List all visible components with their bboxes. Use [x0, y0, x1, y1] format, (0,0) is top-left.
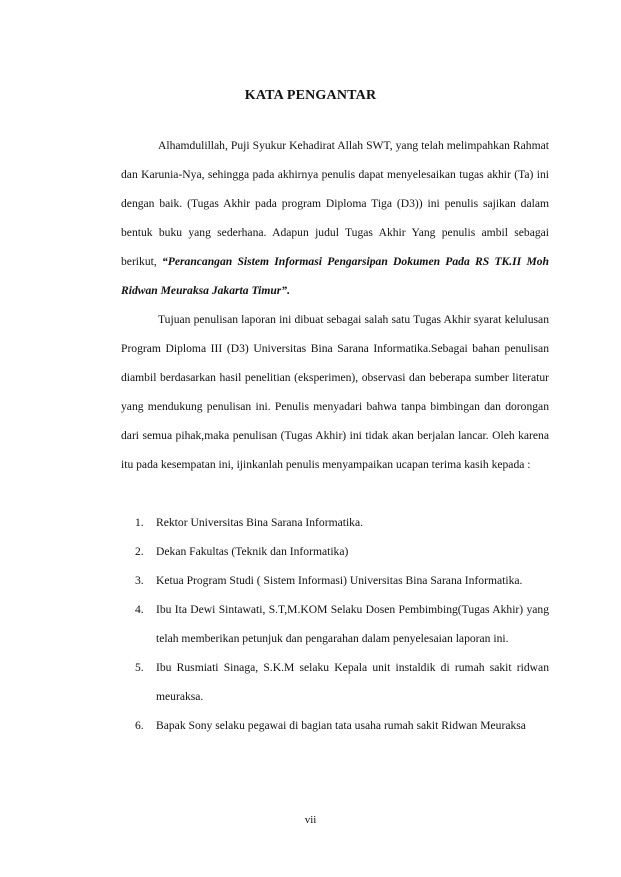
thesis-title-end: .: [287, 284, 291, 297]
paragraph-purpose-text: Tujuan penulisan laporan ini dibuat sebagai salah satu Tugas Akhir syarat kelulusan Program Diploma III (D3) Universitas Bina Sarana Informatika.Sebagai bahan penulisan diambil berdasarkan hasil penelitian (eksperimen), observasi dan beberapa sumber literatur yang mendukung penulisan ini. Penulis menyadari bahwa tanpa bimbingan dan dorongan dari semua pihak,maka penulisan (Tugas Akhir) ini tidak akan berjalan lancar. Oleh karena itu pada kesempatan ini, ijinkanlah penulis menyampaikan ucapan terima kasih kepada :: [121, 313, 549, 471]
page-title: KATA PENGANTAR: [244, 88, 377, 103]
list-item: [121, 711, 549, 740]
list-item: [121, 653, 549, 711]
list-item-text: Ibu Ita Dewi Sintawati, S.T,M.KOM Selaku Dosen Pembimbing(Tugas Akhir) yang telah memberikan petunjuk dan pengarahan dalam penyelesaian laporan ini.: [156, 603, 549, 645]
list-item-number: 4.: [135, 603, 144, 616]
list-item-number: 2.: [135, 545, 144, 558]
list-item-text: Bapak Sony selaku pegawai di bagian tata usaha rumah sakit Ridwan Meuraksa: [156, 719, 526, 732]
paragraph-intro: [121, 131, 549, 305]
list-item-number: 3.: [135, 574, 144, 587]
paragraph-purpose: [121, 305, 549, 479]
list-item-number: 6.: [135, 719, 144, 732]
list-item-text: Ketua Program Studi ( Sistem Informasi) Universitas Bina Sarana Informatika.: [156, 574, 523, 587]
list-item: [121, 595, 549, 653]
list-item-number: 5.: [135, 661, 144, 674]
acknowledgement-list: [121, 508, 549, 740]
list-item-text: Dekan Fakultas (Teknik dan Informatika): [156, 545, 349, 558]
list-item: [121, 566, 549, 595]
thesis-title-emphasis: “Perancangan Sistem Informasi Pengarsipan Dokumen Pada RS TK.II Moh Ridwan Meuraksa Jakarta Timur”: [121, 255, 550, 297]
list-item-text: Ibu Rusmiati Sinaga, S.K.M selaku Kepala unit instaldik di rumah sakit ridwan meuraksa.: [156, 661, 549, 703]
list-item: [121, 508, 549, 537]
list-item: [121, 537, 549, 566]
paragraph-intro-text: Alhamdulillah, Puji Syukur Kehadirat Allah SWT, yang telah melimpahkan Rahmat dan Karunia-Nya, sehingga pada akhirnya penulis dapat menyelesaikan tugas akhir (Ta) ini dengan baik. (Tugas Akhir pada program Diploma Tiga (D3)) ini penulis sajikan dalam bentuk buku yang sederhana. Adapun judul Tugas Akhir Yang penulis ambil sebagai berikut,: [121, 139, 549, 268]
list-item-number: 1.: [135, 516, 144, 529]
page-number: vii: [304, 814, 317, 826]
list-item-text: Rektor Universitas Bina Sarana Informatika.: [156, 516, 364, 529]
